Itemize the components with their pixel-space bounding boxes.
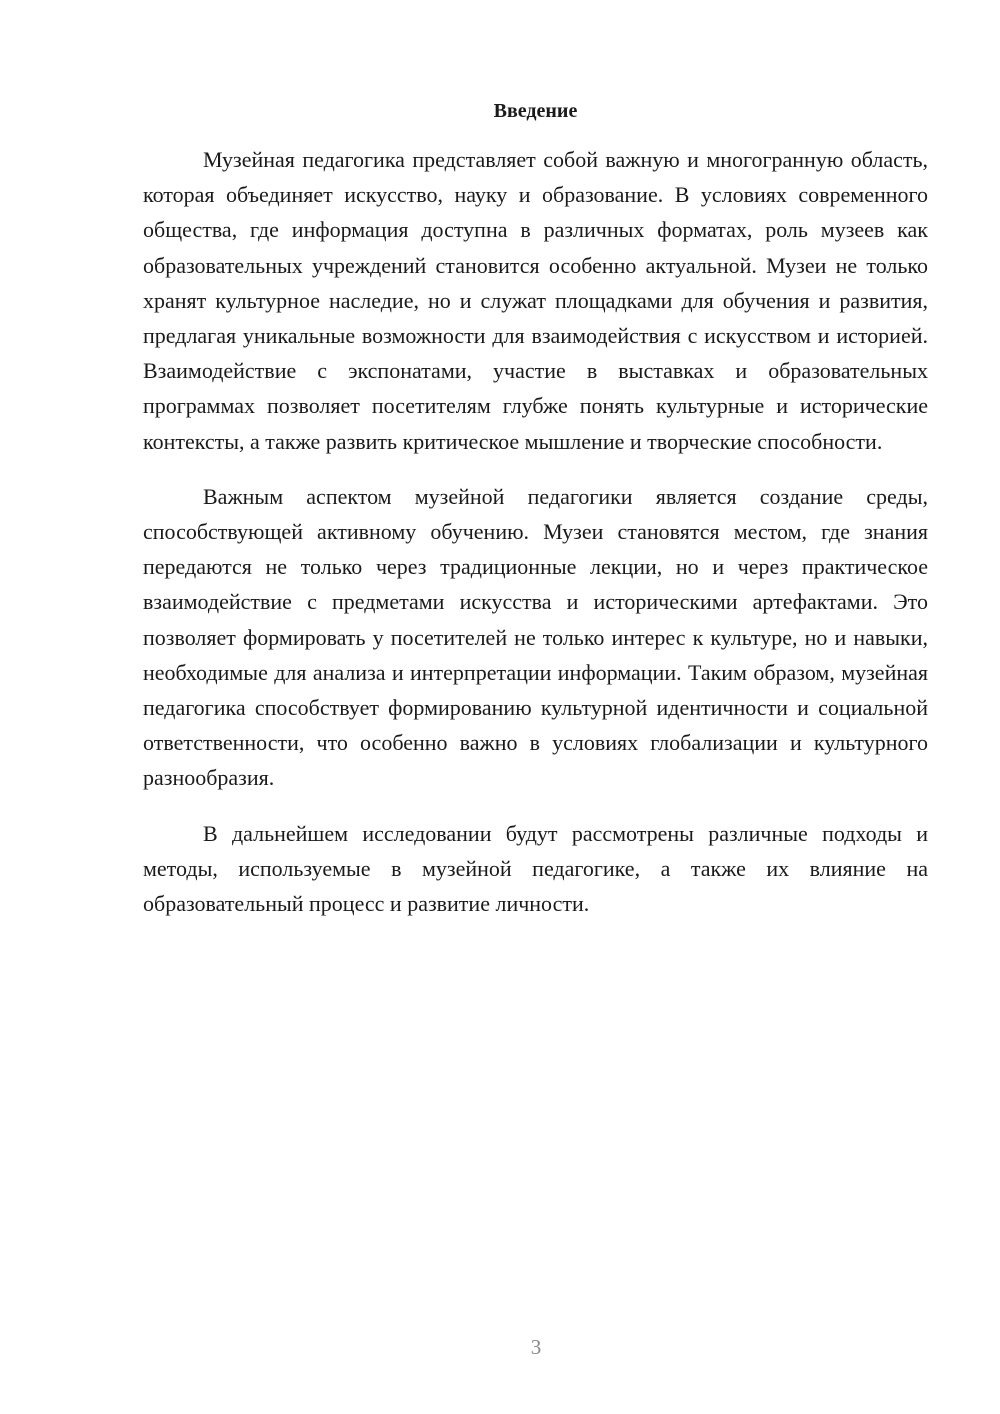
section-heading xyxy=(143,97,928,125)
body-text xyxy=(143,142,928,921)
section-heading-text: Введение xyxy=(493,100,578,122)
page-number: 3 xyxy=(530,1335,542,1359)
paragraph-1: Музейная педагогика представляет собой важную и многогранную область, которая объединяет искусство, науку и образование. В условиях современного общества, где информация доступна в различных форматах, роль музеев как образовательных учреждений становится особенно актуальной. Музеи не только хранят культурное наследие, но и служат площадками для обучения и развития, предлагая уникальные возможности для взаимодействия с искусством и историей. Взаимодействие с экспонатами, участие в выставках и образовательных программах позволяет посетителям глубже понять культурные и исторические контексты, а также развить критическое мышление и творческие способности. xyxy=(143,147,928,454)
paragraph-2: Важным аспектом музейной педагогики является создание среды, способствующей активному обучению. Музеи становятся местом, где знания передаются не только через традиционные лекции, но и через практическое взаимодействие с предметами искусства и историческими артефактами. Это позволяет формировать у посетителей не только интерес к культуре, но и навыки, необходимые для анализа и интерпретации информации. Таким образом, музейная педагогика способствует формированию культурной идентичности и социальной ответственности, что особенно важно в условиях глобализации и культурного разнообразия. xyxy=(143,483,928,791)
paragraph-3: В дальнейшем исследовании будут рассмотрены различные подходы и методы, используемые в музейной педагогике, а также их влияние на образовательный процесс и развитие личности. xyxy=(143,820,928,917)
